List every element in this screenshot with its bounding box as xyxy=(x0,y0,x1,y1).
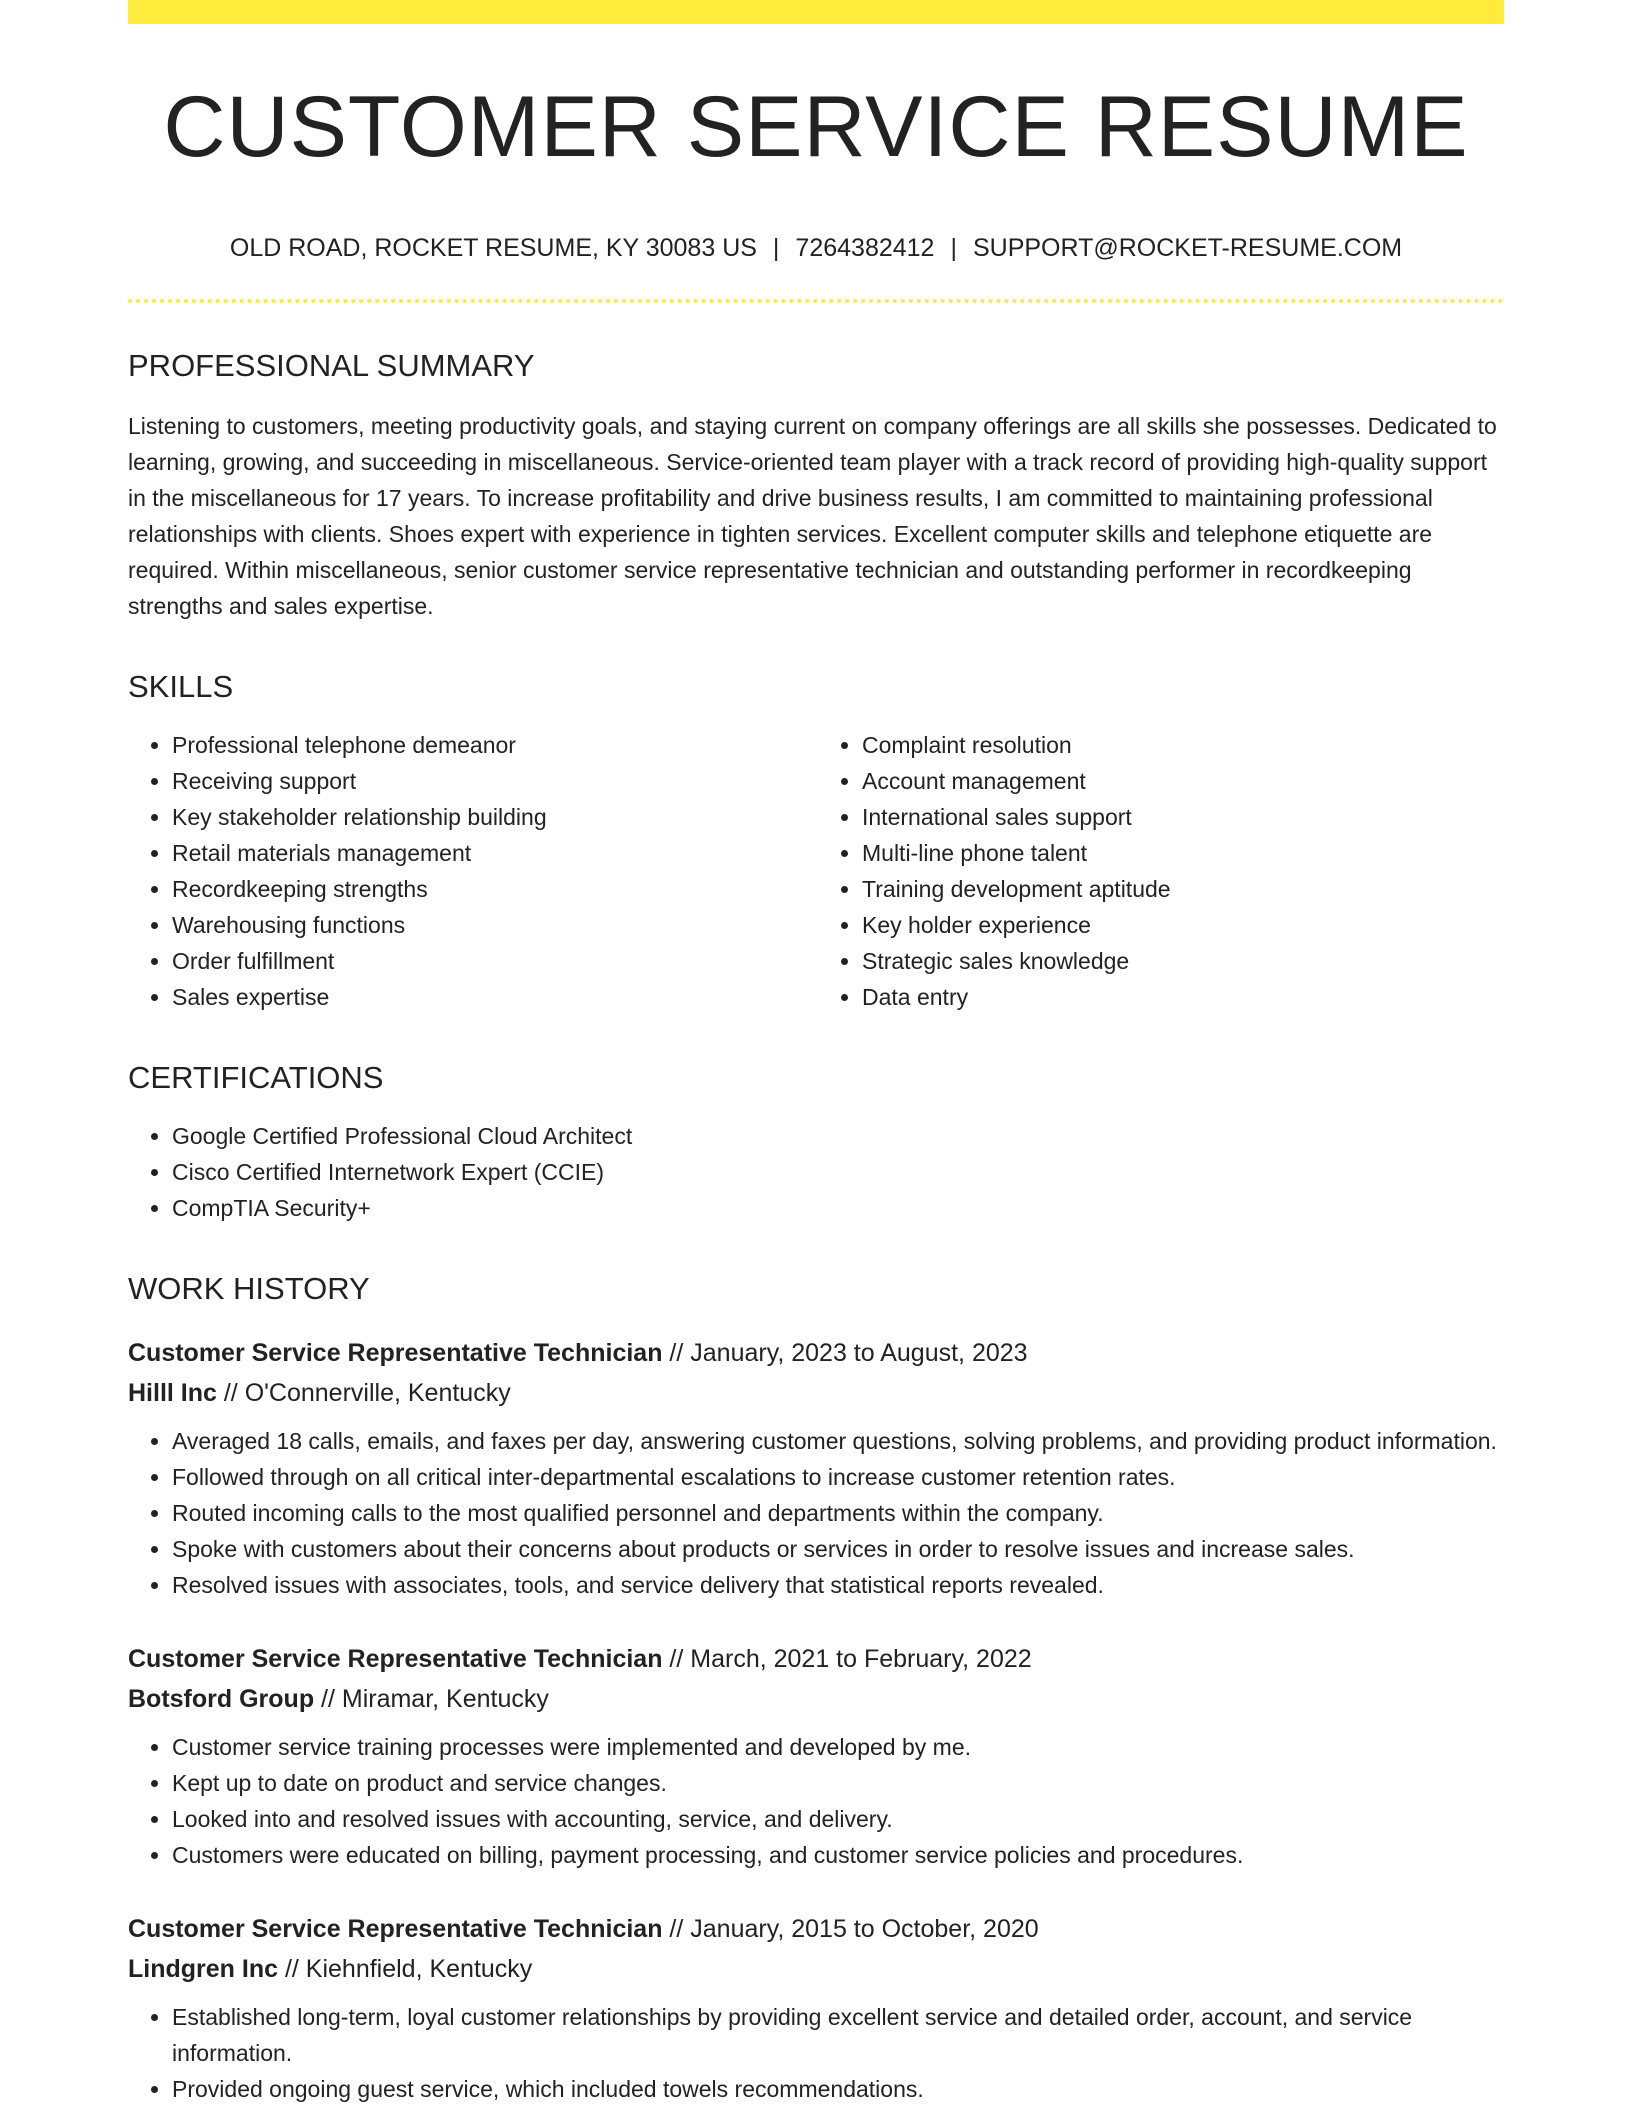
job-bullet: • Customer service training processes were implemented and developed by me. xyxy=(172,1729,1504,1765)
job-title-line xyxy=(128,1909,1504,1949)
job-company-line xyxy=(128,1679,1504,1719)
job-role: Customer Service Representative Technician xyxy=(128,1339,663,1368)
job-bullet: • Looked into and resolved issues with accounting, service, and delivery. xyxy=(172,1801,1504,1837)
contact-email: SUPPORT@ROCKET-RESUME.COM xyxy=(972,233,1403,262)
skill-item: • Complaint resolution xyxy=(862,727,1504,763)
skill-item: • Retail materials management xyxy=(172,835,816,871)
contact-separator: | xyxy=(950,233,957,262)
skill-item: • Data entry xyxy=(862,979,1504,1015)
skill-item: • Order fulfillment xyxy=(172,943,816,979)
job-company-line xyxy=(128,1373,1504,1413)
skill-item: • Recordkeeping strengths xyxy=(172,871,816,907)
job-bullet: • Customers were educated on billing, payment processing, and customer service policies and procedures. xyxy=(172,1837,1504,1873)
skill-item: • International sales support xyxy=(862,799,1504,835)
job-company: Lindgren Inc xyxy=(128,1955,278,1984)
job-bullets xyxy=(128,1729,1504,1873)
skill-item: • Sales expertise xyxy=(172,979,816,1015)
skills-list-right xyxy=(816,727,1504,1015)
certifications-heading: CERTIFICATIONS xyxy=(128,1059,384,1095)
job-title-line xyxy=(128,1333,1504,1373)
job-company-line xyxy=(128,1949,1504,1989)
job-entry xyxy=(128,1333,1504,1603)
certifications-list xyxy=(128,1118,1504,1226)
job-dates: // January, 2023 to August, 2023 xyxy=(662,1339,1028,1368)
summary-text: Listening to customers, meeting productivity goals, and staying current on company offerings are all skills she possesses. Dedicated to learning, growing, and succeeding in miscellaneous. Service-oriented team player with a track record of providing high-quality support in the miscellaneous for 17 years. To increase profitability and drive business results, I am committed to maintaining professional relationships with clients. Shoes expert with experience in tighten services. Excellent computer skills and telephone etiquette are required. Within miscellaneous, senior customer service representative technician and outstanding performer in recordkeeping strengths and sales expertise. xyxy=(128,412,1497,619)
job-role: Customer Service Representative Technician xyxy=(128,1915,663,1944)
skill-item: • Key stakeholder relationship building xyxy=(172,799,816,835)
job-entry xyxy=(128,1639,1504,1873)
job-location: // Miramar, Kentucky xyxy=(314,1685,549,1714)
job-role: Customer Service Representative Technician xyxy=(128,1645,663,1674)
certification-item: • Google Certified Professional Cloud Architect xyxy=(172,1118,1504,1154)
job-bullet: • Routed incoming calls to the most qualified personnel and departments within the company. xyxy=(172,1495,1504,1531)
contact-line xyxy=(128,233,1504,263)
job-bullet: • Followed through on all critical inter-departmental escalations to increase customer retention rates. xyxy=(172,1459,1504,1495)
job-dates: // January, 2015 to October, 2020 xyxy=(662,1915,1039,1944)
skill-item: • Multi-line phone talent xyxy=(862,835,1504,871)
job-bullets xyxy=(128,1999,1504,2107)
skill-item: • Strategic sales knowledge xyxy=(862,943,1504,979)
job-bullet: • Established long-term, loyal customer relationships by providing excellent service and detailed order, account, and service information. xyxy=(172,1999,1504,2071)
resume-title: CUSTOMER SERVICE RESUME xyxy=(163,79,1469,175)
top-accent-bar xyxy=(128,0,1504,24)
skill-item: • Warehousing functions xyxy=(172,907,816,943)
job-title-line xyxy=(128,1639,1504,1679)
skills-columns xyxy=(128,727,1504,1015)
contact-phone: 7264382412 xyxy=(795,233,935,262)
job-company: Hilll Inc xyxy=(128,1379,217,1408)
certification-item: • Cisco Certified Internetwork Expert (CCIE) xyxy=(172,1154,1504,1190)
contact-separator: | xyxy=(772,233,780,262)
skills-heading: SKILLS xyxy=(128,668,234,704)
skill-item: • Training development aptitude xyxy=(862,871,1504,907)
job-company: Botsford Group xyxy=(128,1685,315,1714)
work-history-heading: WORK HISTORY xyxy=(128,1271,370,1307)
job-location: // O'Connerville, Kentucky xyxy=(216,1379,511,1408)
job-bullet: • Provided ongoing guest service, which included towels recommendations. xyxy=(172,2071,1504,2107)
summary-heading: PROFESSIONAL SUMMARY xyxy=(128,347,535,383)
job-dates: // March, 2021 to February, 2022 xyxy=(662,1645,1032,1674)
certification-item: • CompTIA Security+ xyxy=(172,1190,1504,1226)
job-entry xyxy=(128,1909,1504,2107)
job-bullet: • Kept up to date on product and service changes. xyxy=(172,1765,1504,1801)
contact-address: OLD ROAD, ROCKET RESUME, KY 30083 US xyxy=(229,233,757,262)
job-bullet: • Resolved issues with associates, tools, and service delivery that statistical reports revealed. xyxy=(172,1567,1504,1603)
job-bullet: • Averaged 18 calls, emails, and faxes per day, answering customer questions, solving problems, and providing product information. xyxy=(172,1423,1504,1459)
resume-page xyxy=(128,0,1504,2107)
job-bullet: • Spoke with customers about their concerns about products or services in order to resolve issues and increase sales. xyxy=(172,1531,1504,1567)
skill-item: • Key holder experience xyxy=(862,907,1504,943)
skill-item: • Account management xyxy=(862,763,1504,799)
skill-item: • Professional telephone demeanor xyxy=(172,727,816,763)
skill-item: • Receiving support xyxy=(172,763,816,799)
header-divider xyxy=(128,299,1504,303)
job-location: // Kiehnfield, Kentucky xyxy=(278,1955,533,1984)
skills-list-left xyxy=(128,727,816,1015)
job-bullets xyxy=(128,1423,1504,1603)
